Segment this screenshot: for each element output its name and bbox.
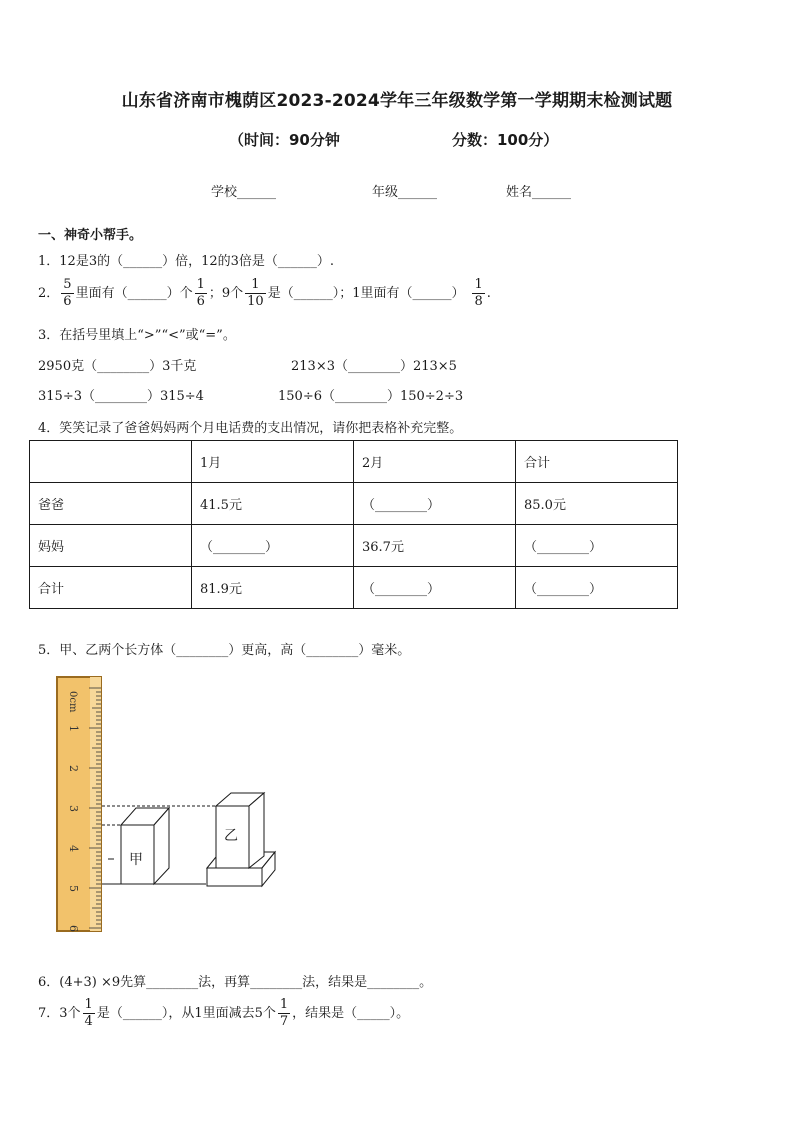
table-cell: 合计	[30, 567, 192, 609]
table-row	[30, 567, 678, 609]
table-row	[30, 525, 678, 567]
table-header-row	[30, 441, 678, 483]
table-row	[30, 483, 678, 525]
question-5: 5．甲、乙两个长方体（________）更高，高（________）毫米。	[38, 643, 411, 658]
boxes-figure	[100, 780, 290, 890]
section-heading: 一、神奇小帮手。	[38, 228, 143, 243]
compare-item: 150÷6（________）150÷2÷3	[278, 389, 464, 404]
score-label: 分数：100分）	[452, 131, 559, 149]
denominator: 8	[474, 294, 483, 309]
q7-text: 7．3个	[38, 1006, 81, 1021]
grade-field: 年级______	[372, 185, 438, 200]
question-6: 6．(4+3) ×9先算________法，再算________法，结果是________。	[38, 975, 433, 990]
table-cell: （________）	[516, 525, 678, 567]
table-cell: 合计	[516, 441, 678, 483]
ruler-label: 6	[67, 925, 80, 932]
name-field: 姓名______	[506, 185, 572, 200]
question-3: 3．在括号里填上“>”“<”或“=”。	[38, 328, 236, 343]
table-cell: 81.9元	[192, 567, 354, 609]
fraction	[472, 277, 484, 310]
ruler-label: 2	[67, 765, 80, 772]
numerator: 1	[196, 277, 205, 292]
denominator: 6	[196, 294, 205, 309]
ruler-label: 5	[67, 885, 80, 892]
table-cell: 1月	[192, 441, 354, 483]
q7-text: ，结果是（_____）。	[292, 1006, 410, 1021]
table-cell	[30, 441, 192, 483]
numerator: 5	[63, 277, 72, 292]
table-cell: 41.5元	[192, 483, 354, 525]
question-4: 4．笑笑记录了爸爸妈妈两个月电话费的支出情况，请你把表格补充完整。	[38, 421, 463, 436]
denominator: 4	[84, 1014, 93, 1029]
numerator: 1	[84, 997, 93, 1012]
table-cell: （________）	[192, 525, 354, 567]
denominator: 7	[279, 1014, 289, 1029]
ruler-figure	[56, 676, 102, 932]
q2-text: 里面有（______）个	[75, 286, 193, 301]
box-jia	[121, 808, 169, 884]
phone-fee-table	[29, 440, 678, 609]
table-cell: 2月	[354, 441, 516, 483]
compare-item: 213×3（________）213×5	[291, 359, 457, 374]
question-1: 1．12是3的（______）倍，12的3倍是（______）.	[38, 254, 335, 269]
q2-number: 2．	[38, 286, 60, 301]
school-field: 学校______	[211, 185, 277, 200]
compare-item: 315÷3（________）315÷4	[38, 389, 204, 404]
q2-text: ；9个	[208, 286, 244, 301]
fraction	[83, 997, 95, 1030]
table-cell: 85.0元	[516, 483, 678, 525]
ruler-label: 4	[67, 845, 80, 852]
box-jia-label: 甲	[129, 852, 143, 868]
fraction	[278, 997, 290, 1030]
numerator: 1	[279, 997, 289, 1012]
page-title: 山东省济南市槐荫区2023-2024学年三年级数学第一学期期末检测试题	[121, 91, 673, 111]
ruler-label: 1	[67, 725, 80, 732]
table-cell: （________）	[354, 567, 516, 609]
box-yi-label: 乙	[224, 828, 238, 844]
ruler-label: 3	[67, 805, 80, 812]
compare-item: 2950克（________）3千克	[38, 359, 197, 374]
table-cell: 爸爸	[30, 483, 192, 525]
q2-text: 是（______）；1里面有（______）	[267, 286, 465, 301]
numerator: 1	[474, 277, 483, 292]
question-7	[38, 997, 409, 1030]
denominator: 6	[63, 294, 72, 309]
table-cell: 妈妈	[30, 525, 192, 567]
ruler-unit-label: 0cm	[67, 691, 78, 713]
table-cell: 36.7元	[354, 525, 516, 567]
question-2	[38, 277, 491, 310]
table-cell: （________）	[516, 567, 678, 609]
table-cell: （________）	[354, 483, 516, 525]
fraction	[61, 277, 73, 310]
q7-text: 是（______），从1里面减去5个	[96, 1006, 276, 1021]
denominator: 10	[247, 294, 264, 309]
fraction	[195, 277, 207, 310]
time-label: （时间：90分钟	[229, 131, 340, 149]
numerator: 1	[245, 277, 266, 294]
q2-text: .	[486, 286, 491, 301]
fraction	[245, 277, 266, 310]
